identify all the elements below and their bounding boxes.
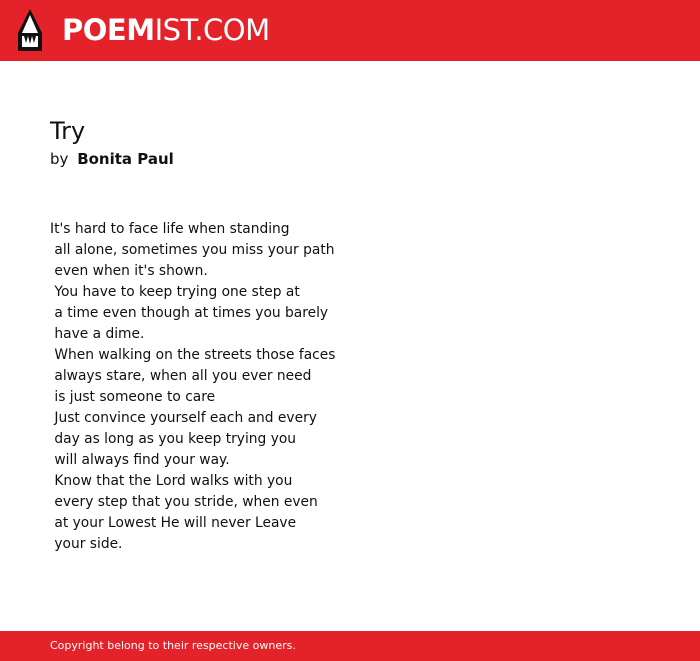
site-footer bbox=[0, 631, 700, 661]
poem-line: always stare, when all you ever need bbox=[50, 368, 312, 384]
poem-line: at your Lowest He will never Leave bbox=[50, 515, 297, 531]
copyright-text: Copyright belong to their respective owners. bbox=[50, 639, 296, 652]
poem-line: When walking on the streets those faces bbox=[50, 347, 336, 363]
poem-line: Just convince yourself each and every bbox=[50, 410, 317, 426]
site-logo[interactable] bbox=[62, 12, 270, 48]
poem-line: all alone, sometimes you miss your path bbox=[50, 242, 335, 258]
by-label: by bbox=[50, 150, 69, 168]
poem-line: a time even though at times you barely bbox=[50, 305, 329, 321]
poem-line: Know that the Lord walks with you bbox=[50, 473, 293, 489]
poem-line: every step that you stride, when even bbox=[50, 494, 318, 510]
poem-line: It's hard to face life when standing bbox=[50, 221, 290, 237]
logo-text-light: IST.COM bbox=[154, 13, 270, 47]
poem-title: Try bbox=[50, 117, 86, 145]
author-name: Bonita Paul bbox=[77, 150, 174, 168]
poem-line: day as long as you keep trying you bbox=[50, 431, 297, 447]
site-header bbox=[0, 0, 700, 61]
poem-line: your side. bbox=[50, 536, 123, 552]
poem-line: even when it's shown. bbox=[50, 263, 208, 279]
logo-text-bold: POEM bbox=[62, 13, 155, 47]
poem-body bbox=[50, 219, 335, 555]
poem-line: You have to keep trying one step at bbox=[50, 284, 300, 300]
poem-line: is just someone to care bbox=[50, 389, 216, 405]
poem-line: will always find your way. bbox=[50, 452, 230, 468]
poem-line: have a dime. bbox=[50, 326, 145, 342]
pencil-icon[interactable] bbox=[18, 9, 42, 51]
byline bbox=[50, 149, 174, 169]
